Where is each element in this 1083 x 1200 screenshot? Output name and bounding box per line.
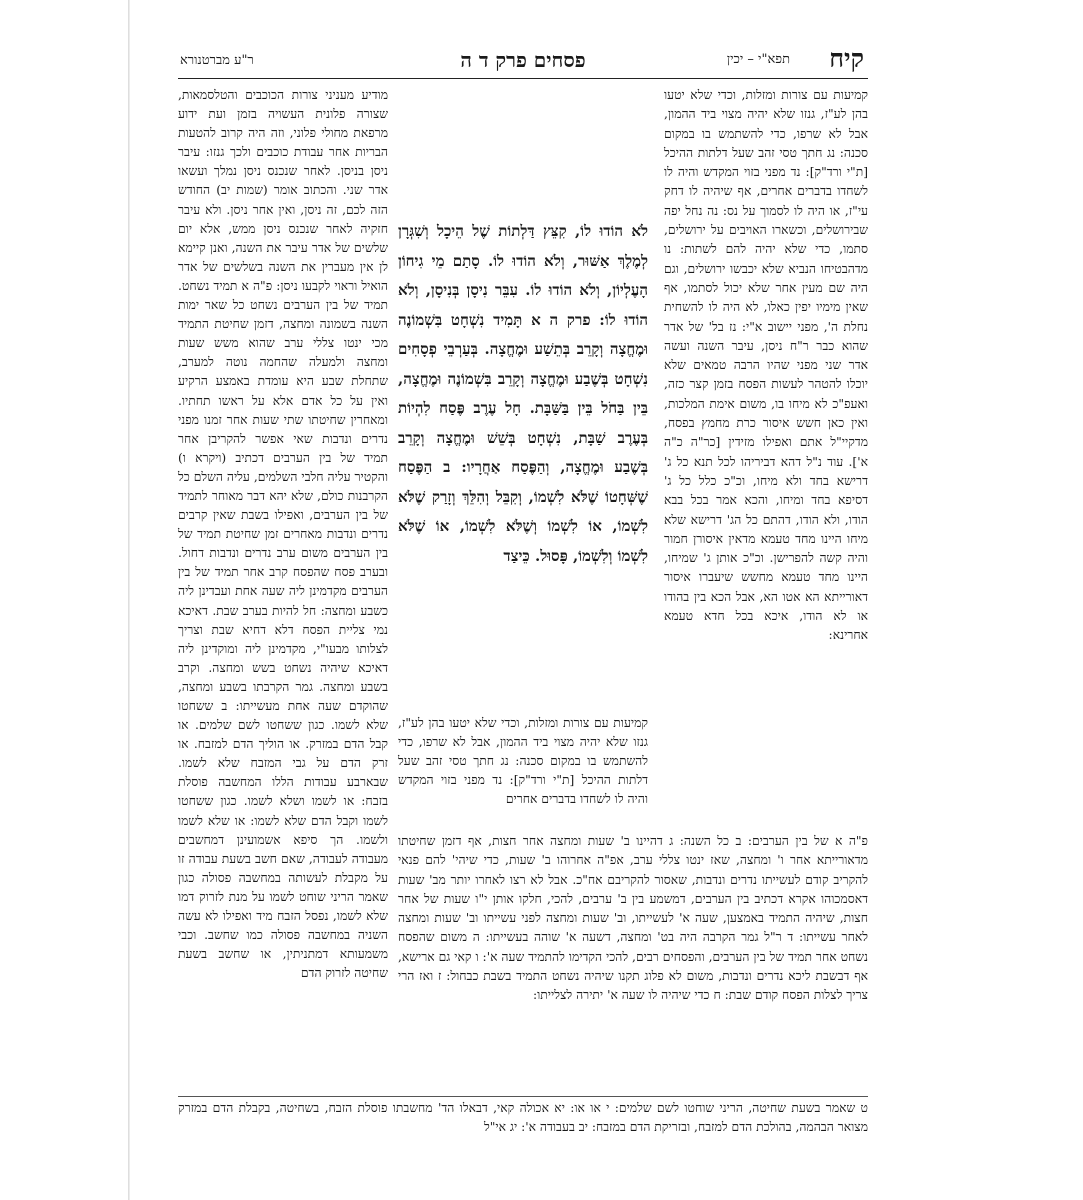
page-title: פסחים פרק ד ה	[460, 48, 586, 72]
bartenura-label: ר"ע מברטנורא	[180, 53, 254, 68]
tiferet-bottom-text: פ"ה א של בין הערבים: ב כל השנה: ג דהיינו ב' שעות ומחצה אחר חצות, אף דזמן שחיטתו מדאורייתא אחר ו' ומחצה, שאז ינטו צללי ערב, אפ"ה אחרוהו ב' שעות, כדי שיהי' להם פנאי להקריב קודם לעשייתו נדרים ונדבות, שאסור להקריבם אח"כ. אבל לא רצו לאחרו יותר מב' שעות דאסמכוהו אקרא דכתיב בין הערבים, דמשמע בין ב' ערבים, להכי, חלקו אותן י"ו שעות של אחר חצות, שיהיה התמיד באמצען, שעה א' לעשייתו, וב' שעות ומחצה לפני עשייתו וב' שעות ומחצה לאחר עשייתו: ד ר"ל גמר הקרבה היה בט' ומחצה, דשעה א' שוהה בעשייתו: ה משום שהפסח נשחט אחר תמיד של בין הערבים, והפסחים רבים, להכי הקדימו להתמיד שעה א': ו קאי גם ארישא, אף דבשבת ליכא נדרים ונדבות, משום לא פלוג תקנו שיהיה נשחט התמיד בשבת כבחול: ז ואז הרי צריך לצלות הפסח קודם שבת: ח כדי שיהיה לו שעה א' יתירה לצלייתו:	[398, 834, 868, 1003]
mishnah-text: לֹא הוֹדוּ לוֹ, קִצֵּץ דַּלְתוֹת שֶׁל הֵיכָל וְשִׁגְּרָן לְמֶלֶךְ אַשּׁוּר, וְלֹא הוֹדוּ לוֹ. סָתַם מֵי גִיחוֹן הָעֶלְיוֹן, וְלֹא הוֹדוּ לוֹ. עִבֵּר נִיסָן בְּנִיסָן, וְלֹא הוֹדוּ לוֹ: פרק ה א תָּמִיד נִשְׁחָט בִּשְׁמוֹנֶה וּמֶחֱצָה וְקָרֵב בְּתֵשַׁע וּמֶחֱצָה. בְּעַרְבֵי פְסָחִים נִשְׁחָט בְּשֶׁבַע וּמֶחֱצָה וְקָרֵב בִּשְׁמוֹנֶה וּמֶחֱצָה, בֵּין בַּחֹל בֵּין בַּשַּׁבָּת. חָל עֶרֶב פֶּסַח לִהְיוֹת בְּעֶרֶב שַׁבָּת, נִשְׁחָט בְּשֵׁשׁ וּמֶחֱצָה וְקָרֵב בְּשֶׁבַע וּמֶחֱצָה, וְהַפֶּסַח אַחֲרָיו: ב הַפֶּסַח שֶׁשְּׁחָטוֹ שֶׁלֹּא לִשְׁמוֹ, וְקִבֵּל וְהִלֵּךְ וְזָרַק שֶׁלֹּא לִשְׁמוֹ, אוֹ לִשְׁמוֹ וְשֶׁלֹּא לִשְׁמוֹ, אוֹ שֶׁלֹּא לִשְׁמוֹ וְלִשְׁמוֹ, פָּסוּל. כֵּיצַד	[398, 222, 648, 565]
mishnah-column	[398, 217, 648, 707]
tiferet-bottom	[398, 832, 868, 1090]
mishnah-continuation-text: קמיעות עם צורות ומזלות, וכדי שלא יטעו בהן לע"ז, גנזו שלא יהיה מצוי ביד ההמון, אבל לא שרפו, כדי להשתמש בו במקום סכנה: נג חתך טסי זהב שעל דלתות ההיכל [ת"י ורד"ק]: נד מפני בזוי המקדש והיה לו לשחדו בדברים אחרים	[398, 716, 648, 807]
bartenura-column	[178, 86, 388, 981]
scan-edge	[128, 0, 130, 1200]
footnotes-full-width	[178, 1096, 868, 1155]
talmud-page	[178, 42, 868, 1152]
page-header	[178, 42, 868, 79]
tiferet-label: תפא"י – יכין	[726, 52, 790, 67]
bartenura-text: מודיע מעניני צורות הכוכבים והטלסמאות, שצורה פלונית העשויה בזמן ועת ידוע מרפאת מחולי פלוני, וזה היה קרוב להטעות הבריות אחר עבודת כוכבים ולכך גנזו: עיבר ניסן בניסן. לאחר שנכנס ניסן נמלך ועשאו אדר שני. והכתוב אומר (שמות יב) החודש הזה לכם, זה ניסן, ואין אחר ניסן. ולא עיבר חזקיה לאחר שנכנס ניסן ממש, אלא יום שלשים של אדר עיבר את השנה, ואנן קיימא לן אין מעברין את השנה בשלשים של אדר הואיל וראוי לקבעו ניסן: פ"ה א תמיד נשחט. תמיד של בין הערבים נשחט כל שאר ימות השנה בשמונה ומחצה, דזמן שחיטת התמיד מכי ינטו צללי ערב שהוא משש שעות ומחצה ולמעלה שהחמה נוטה למערב, שתחלת שבע היא עומדת באמצע הרקיע ואין על כל אדם אלא על ראשו תחתיו. ומאחרין שחיטתו שתי שעות אחר זמנו מפני נדרים ונדבות שאי אפשר להקריבן אחר תמיד של בין הערבים דכתיב (ויקרא ו) והקטיר עליה חלבי השלמים, עליה השלם כל הקרבנות כולם, שלא יהא דבר מאוחר לתמיד של בין הערבים, ואפילו בשבת שאין קרבים נדרים ונדבות מאחרים זמן שחיטת תמיד של בין הערבים משום ערב נדרים ונדבות דחול. ובערב פסח שהפסח קרב אחר תמיד של בין הערבים מקדמינן ליה שעה אחת ועבדינן ליה כשבע ומחצה: חל להיות בערב שבת. דאיכא נמי צליית הפסח דלא דחיא שבת וצריך לצלותו מבעו"י, מקדמינן ליה ומוקדינן ליה דאיכא שיהיה נשחט בשש ומחצה. וקרב בשבע ומחצה. גמר הקרבתו בשבע ומחצה, שהוקדם שעה אחת מעשייתו: ב ששחטו שלא לשמו. כגון ששחטו לשם שלמים. או קבל הדם במזרק. או הוליך הדם למזבח. או זרק הדם על גבי המזבח שלא לשמו. שבארבע עבודות הללו המחשבה פוסלת בזבח: או לשמו ושלא לשמו. כגון ששחטו לשמו וקבל הדם שלא לשמו: או שלא לשמו ולשמו. הך סיפא אשמועינן דמחשבים מעבודה לעבודה, שאם חשב בשעת עבודה זו על מקבלת לעשותה במחשבה פסולה כגון שאמר הריני שוחט לשמו על מנת לזרוק דמו שלא לשמו, נפסל הזבח מיד ואפילו לא עשה השניה במחשבה פסולה כמו שחשב. וכבי משמעותא דמתניתין, או שחשב בשעת שחיטה לזרוק הדם	[178, 88, 388, 981]
tiferet-text: קמיעות עם צורות ומזלות, וכדי שלא יטעו בהן לע"ז, גנזו שלא יהיה מצוי ביד ההמון, אבל לא שרפו, כדי להשתמש בו במקום סכנה: נג חתך טסי זהב שעל דלתות ההיכל [ת"י ורד"ק]: נד מפני בזוי המקדש והיה לו לשחדו בדברים אחרים, אף שיהיה לו דחק עי"ז, או היה לו לסמוך על נס: נה נחל יפה שבירושלים, וכשארו האויבים על ירושלים, סתמו, כדי שלא יהיה להם לשתות: נו מדהבטיחו הנביא שלא יכבשו ירושלים, וגם היה שם מעין אחר שלא יכול לסתמו, אף שאין מימיו יפין כאלו, לא היה לו להשחית נחלת ה', מפני יישוב א"י: נז בל' של אדר שהוא כבר ר"ח ניסן, עיבר השנה ועשה אדר שני מפני שהיו הרבה טמאים שלא יוכלו להטהר לעשות הפסח בזמן קצר כזה, ואעפ"כ לא מיחו בו, משום אימת המלכות, ואין כאן חשש איסור כרת מחמץ בפסח, מדקיי"ל אתם ואפילו מזידין [כר"ה כ"ה א']. עוד נ"ל דהא דביריהו לכל תנא כל ג' דרישא בחד ולא מיחו, וכ"כ כלל כל ג' דסיפא בחד ומיחו, והכא אמר בכל בבא הודו, ולא הודו, דהתם כל הג' דרישא שלא מיחו היינו מחד טעמא מדאין איסורן חמור והיה קשה להפרישן. וכ"כ אותן ג' שמיחו, היינו מחד טעמא מחשש שיעברו איסור דאורייתא הא אטו הא, אבל הכא בין בהודו או לא הודו, איכא בכל חדא טעמא אחרינא:	[664, 88, 868, 643]
page-number: קיח	[829, 44, 864, 73]
mishnah-continuation	[398, 714, 648, 830]
tiferet-column	[664, 86, 868, 831]
footnotes-full-text: ט שאמר בשעת שחיטה, הריני שוחטו לשם שלמים: י או או: יא אכולה קאי, דבאלו הד' מחשבתו פוסלת הזבח, בשחיטה, בקבלת הדם במזרק מצואר הבהמה, בהולכת הדם למזבח, ובזריקת הדם במזבח: יב בעבודה א': יג אי"ל	[178, 1101, 868, 1134]
